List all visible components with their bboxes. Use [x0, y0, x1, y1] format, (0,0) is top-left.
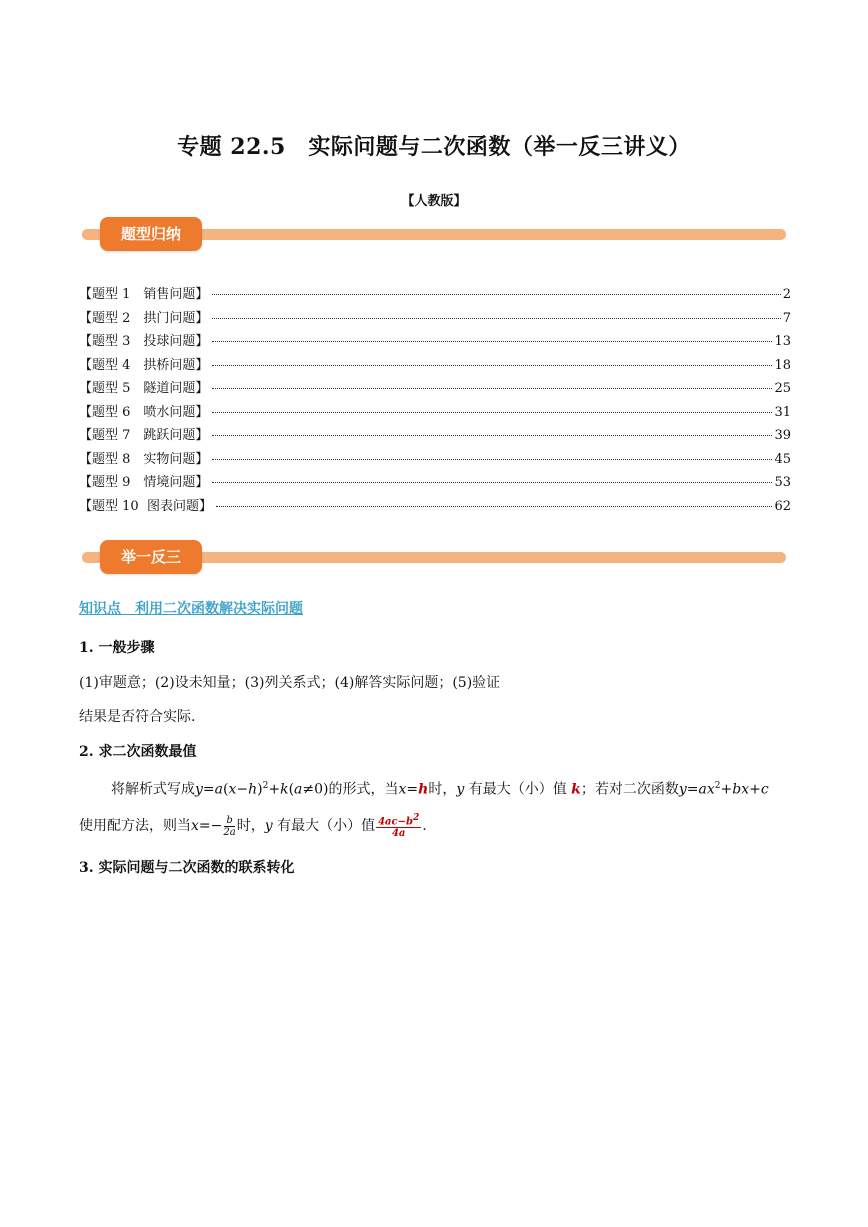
toc-item[interactable] [79, 307, 791, 331]
toc-item-page: 2 [782, 287, 791, 302]
table-of-contents [79, 283, 791, 518]
toc-item-label: 【题型 9 情境问题】 [79, 475, 209, 490]
toc-leader-dots [216, 506, 773, 507]
toc-item-label: 【题型 5 隧道问题】 [79, 381, 209, 396]
toc-item[interactable] [79, 401, 791, 425]
toc-leader-dots [212, 482, 772, 483]
toc-item[interactable] [79, 495, 791, 519]
formula-extreme-fraction: $\frac{4ac-b^2}{4a}$ [378, 813, 420, 840]
toc-item-label: 【题型 8 实物问题】 [79, 451, 209, 467]
toc-item-label: 【题型 4 拱桥问题】 [79, 357, 209, 373]
formula-k: k [571, 781, 581, 798]
toc-item-label: 【题型 1 销售问题】 [79, 287, 209, 302]
document-title: 专题 22.5 实际问题与二次函数（举一反三讲义） [177, 134, 691, 160]
document-subtitle: 【人教版】 [401, 194, 467, 209]
toc-item-page: 25 [774, 381, 791, 396]
heading-extreme-value: 2. 求二次函数最值 [79, 744, 197, 760]
toc-item[interactable] [79, 448, 791, 472]
section-tag-main: 举一反三 [100, 540, 202, 574]
paragraph-verify: 结果是否符合实际. [79, 709, 196, 725]
paragraph-steps: (1)审题意；(2)设未知量；(3)列关系式；(4)解答实际问题；(5)验证 [79, 675, 501, 691]
toc-item-page: 45 [774, 451, 791, 467]
formula-vertex-form: y [195, 781, 203, 798]
toc-leader-dots [212, 459, 772, 460]
toc-item-label: 【题型 2 拱门问题】 [79, 310, 209, 326]
toc-item[interactable] [79, 283, 791, 307]
paragraph-vertex-form: 将解析式写成$y=a(x-h)^2+k(a\ne 0)$的形式，当x=h时，y 有最大（小）值 k；若对二次函数$y=ax^2+bx+c$ [111, 781, 769, 798]
toc-item-label: 【题型 7 跳跃问题】 [79, 428, 209, 443]
toc-item-label: 【题型 6 喷水问题】 [79, 404, 209, 420]
knowledge-point-heading: 知识点 利用二次函数解决实际问题 [79, 601, 303, 617]
toc-leader-dots [212, 435, 772, 436]
toc-item-page: 18 [774, 357, 791, 373]
toc-item[interactable] [79, 471, 791, 495]
toc-leader-dots [212, 365, 772, 366]
heading-general-steps: 1. 一般步骤 [79, 640, 155, 656]
toc-item-page: 53 [774, 475, 791, 490]
formula-axis-fraction: $\frac{b}{2a}$ [223, 814, 236, 838]
toc-leader-dots [212, 412, 772, 413]
toc-item-page: 13 [774, 334, 791, 349]
formula-general-form: y [678, 781, 687, 798]
toc-item-label: 【题型 3 投球问题】 [79, 334, 209, 349]
toc-item-page: 62 [774, 498, 791, 514]
section-bar-toc [82, 217, 786, 251]
toc-leader-dots [212, 341, 772, 342]
toc-leader-dots [212, 388, 772, 389]
toc-leader-dots [212, 294, 780, 295]
toc-item-label: 【题型 10 图表问题】 [79, 498, 212, 514]
toc-leader-dots [212, 318, 780, 319]
toc-item-page: 39 [774, 428, 791, 443]
section-bar-main [82, 540, 786, 574]
paragraph-completing-square: 使用配方法，则当x=− $\frac{b}{2a}$ 时，y 有最大（小）值 $\frac{4ac-b^2}{4a}$ . [79, 813, 427, 840]
formula-h: h [418, 781, 429, 798]
toc-item-page: 7 [782, 310, 791, 326]
toc-item-page: 31 [774, 404, 791, 420]
toc-item[interactable] [79, 330, 791, 354]
heading-conversion: 3. 实际问题与二次函数的联系转化 [79, 860, 295, 876]
toc-item[interactable] [79, 354, 791, 378]
section-tag-toc: 题型归纳 [100, 217, 202, 251]
toc-item[interactable] [79, 377, 791, 401]
toc-item[interactable] [79, 424, 791, 448]
